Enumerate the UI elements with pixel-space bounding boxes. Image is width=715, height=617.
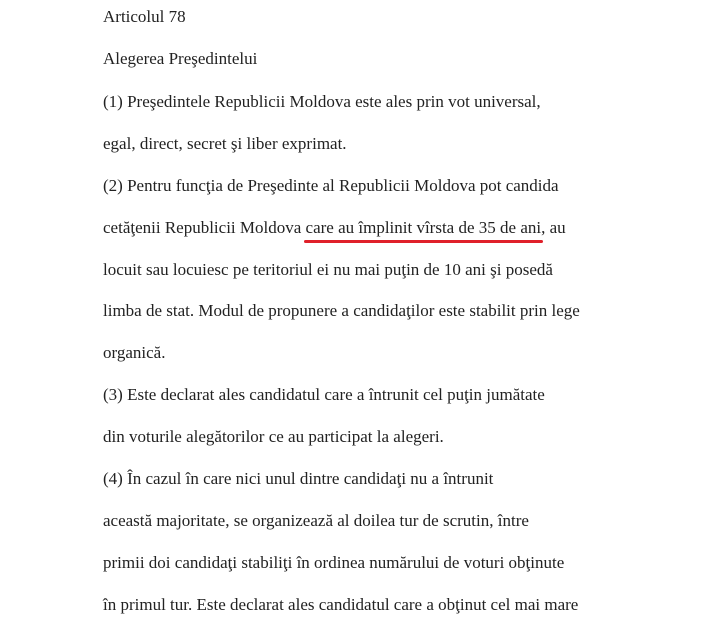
paragraph-2-line-4: limba de stat. Modul de propunere a candidaţilor este stabilit prin lege <box>103 301 580 320</box>
paragraph-4-line-2: această majoritate, se organizează al doilea tur de scrutin, între <box>103 511 529 530</box>
paragraph-4-line-1: (4) În cazul în care nici unul dintre candidaţi nu a întrunit <box>103 469 494 488</box>
paragraph-4-line-3: primii doi candidaţi stabiliţi în ordinea numărului de voturi obţinute <box>103 553 565 572</box>
paragraph-1-line-1: (1) Preşedintele Republicii Moldova este ales prin vot universal, <box>103 92 541 111</box>
paragraph-2-line-2-after: , au <box>541 218 566 237</box>
paragraph-2-line-3: locuit sau locuiesc pe teritoriul ei nu mai puţin de 10 ani şi posedă <box>103 260 553 279</box>
paragraph-2-line-2-before: cetăţenii Republicii Moldova <box>103 218 306 237</box>
paragraph-4-line-4: în primul tur. Este declarat ales candidatul care a obţinut cel mai mare <box>103 595 579 614</box>
paragraph-2-line-5: organică. <box>103 343 166 362</box>
article-title: Alegerea Preşedintelui <box>103 49 258 68</box>
paragraph-2-line-1: (2) Pentru funcţia de Preşedinte al Republicii Moldova pot candida <box>103 176 559 195</box>
article-heading: Articolul 78 <box>103 7 186 26</box>
paragraph-3-line-2: din voturile alegătorilor ce au participat la alegeri. <box>103 427 444 446</box>
paragraph-3-line-1: (3) Este declarat ales candidatul care a întrunit cel puţin jumătate <box>103 385 545 404</box>
paragraph-1-line-2: egal, direct, secret şi liber exprimat. <box>103 134 347 153</box>
paragraph-2-line-2 <box>103 218 566 238</box>
red-underlined-phrase: care au împlinit vîrsta de 35 de ani <box>305 218 542 237</box>
